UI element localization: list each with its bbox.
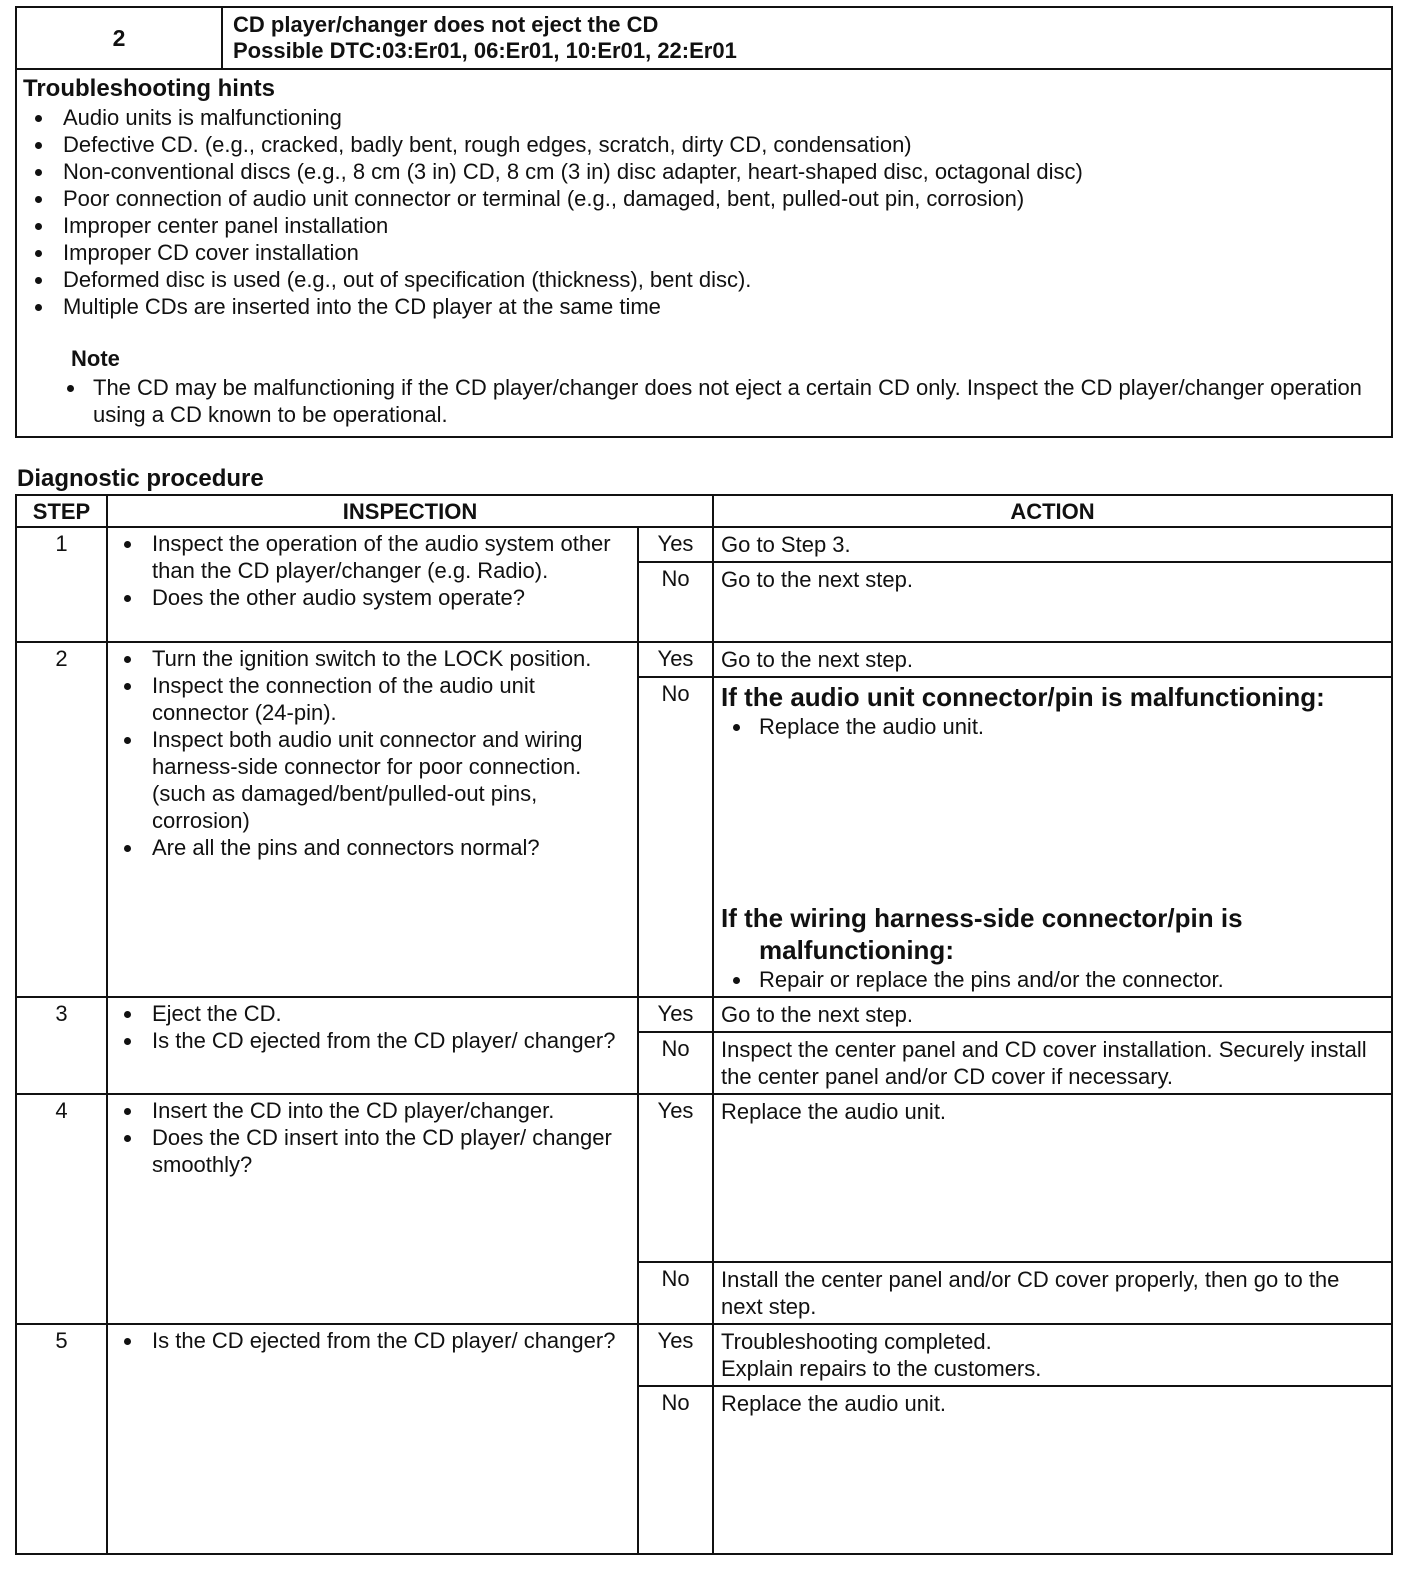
troubleshooting-hints (15, 70, 1393, 438)
no-action: Replace the audio unit. (713, 1386, 1392, 1554)
step-number: 1 (16, 527, 107, 642)
step-inspection (107, 1324, 638, 1554)
header-step: STEP (16, 495, 107, 527)
no-label: No (638, 562, 713, 642)
step-number: 5 (16, 1324, 107, 1554)
action-list (721, 713, 1385, 740)
inspection-list (112, 645, 631, 861)
yes-label: Yes (638, 642, 713, 677)
table-row (16, 1094, 1392, 1262)
no-label: No (638, 677, 713, 997)
symptom-number: 2 (16, 7, 222, 69)
possible-dtc: Possible DTC:03:Er01, 06:Er01, 10:Er01, 22:Er01 (233, 38, 737, 63)
note-text: The CD may be malfunctioning if the CD player/changer does not eject a certain CD only. Inspect the CD player/changer operation using a CD known to be operational. (23, 374, 1383, 428)
no-action: Install the center panel and/or CD cover properly, then go to the next step. (713, 1262, 1392, 1324)
list-item: Turn the ignition switch to the LOCK position. (112, 645, 631, 672)
yes-action: Go to the next step. (713, 642, 1392, 677)
note-title: Note (71, 346, 120, 371)
step-number: 4 (16, 1094, 107, 1324)
no-action: Go to the next step. (713, 562, 1392, 642)
no-label: No (638, 1386, 713, 1554)
diagnostic-title: Diagnostic procedure (17, 465, 264, 492)
table-row (16, 997, 1392, 1032)
list-item: Poor connection of audio unit connector or terminal (e.g., damaged, bent, pulled-out pin, corrosion) (23, 185, 1383, 212)
yes-action (713, 1324, 1392, 1386)
step-number: 2 (16, 642, 107, 997)
header-table (15, 6, 1393, 70)
list-item: Improper CD cover installation (23, 239, 1383, 266)
list-item: Is the CD ejected from the CD player/ changer? (112, 1327, 631, 1354)
header-action: ACTION (713, 495, 1392, 527)
list-item: Inspect the connection of the audio unit connector (24-pin). (112, 672, 631, 726)
action-list (721, 966, 1385, 993)
spacer (721, 740, 1385, 902)
table-row (16, 642, 1392, 677)
inspection-list (112, 1327, 631, 1354)
table-row (16, 527, 1392, 562)
list-item: Inspect both audio unit connector and wiring harness-side connector for poor connection. (such as damaged/bent/pulled-out pins, corrosion) (112, 726, 631, 834)
no-heading-harness (721, 902, 1385, 966)
step-inspection (107, 997, 638, 1094)
diagnostic-table (15, 494, 1393, 1555)
inspection-list (112, 530, 631, 611)
symptom-title: CD player/changer does not eject the CD (233, 12, 659, 37)
table-header-row (16, 495, 1392, 527)
yes-action-line2: Explain repairs to the customers. (721, 1356, 1042, 1381)
list-item: Deformed disc is used (e.g., out of specification (thickness), bent disc). (23, 266, 1383, 293)
no-heading-harness-line2: malfunctioning: (759, 935, 954, 965)
list-item: Is the CD ejected from the CD player/ changer? (112, 1027, 631, 1054)
no-label: No (638, 1262, 713, 1324)
hints-list (23, 104, 1383, 320)
list-item: Audio units is malfunctioning (23, 104, 1383, 131)
list-item: Inspect the operation of the audio system other than the CD player/changer (e.g. Radio). (112, 530, 631, 584)
inspection-list (112, 1097, 631, 1178)
note-list (23, 374, 1383, 428)
list-item: Does the other audio system operate? (112, 584, 631, 611)
step-inspection (107, 527, 638, 642)
list-item: Repair or replace the pins and/or the connector. (721, 966, 1385, 993)
step-inspection (107, 1094, 638, 1324)
yes-action-line1: Troubleshooting completed. (721, 1329, 992, 1354)
step-number: 3 (16, 997, 107, 1094)
no-label: No (638, 1032, 713, 1094)
yes-label: Yes (638, 997, 713, 1032)
no-heading-harness-line1: If the wiring harness-side connector/pin is (721, 903, 1243, 933)
yes-action: Replace the audio unit. (713, 1094, 1392, 1262)
page (15, 6, 1393, 1555)
header-inspection: INSPECTION (107, 495, 713, 527)
yes-label: Yes (638, 1094, 713, 1262)
no-heading-audio-unit: If the audio unit connector/pin is malfunctioning: (721, 682, 1325, 712)
hints-title: Troubleshooting hints (23, 75, 275, 102)
list-item: Improper center panel installation (23, 212, 1383, 239)
list-item: Insert the CD into the CD player/changer. (112, 1097, 631, 1124)
list-item: Defective CD. (e.g., cracked, badly bent, rough edges, scratch, dirty CD, condensation) (23, 131, 1383, 158)
no-action (713, 677, 1392, 997)
yes-label: Yes (638, 1324, 713, 1386)
inspection-list (112, 1000, 631, 1054)
step-inspection (107, 642, 638, 997)
list-item: Does the CD insert into the CD player/ changer smoothly? (112, 1124, 631, 1178)
list-item: Non-conventional discs (e.g., 8 cm (3 in) CD, 8 cm (3 in) disc adapter, heart-shaped disc, octagonal disc) (23, 158, 1383, 185)
list-item: Are all the pins and connectors normal? (112, 834, 631, 861)
list-item: Replace the audio unit. (721, 713, 1385, 740)
symptom-title-cell (222, 7, 1392, 69)
table-row (16, 1324, 1392, 1386)
list-item: Eject the CD. (112, 1000, 631, 1027)
no-action: Inspect the center panel and CD cover installation. Securely install the center panel and/or CD cover if necessary. (713, 1032, 1392, 1094)
list-item: Multiple CDs are inserted into the CD player at the same time (23, 293, 1383, 320)
yes-action: Go to Step 3. (713, 527, 1392, 562)
yes-action: Go to the next step. (713, 997, 1392, 1032)
yes-label: Yes (638, 527, 713, 562)
